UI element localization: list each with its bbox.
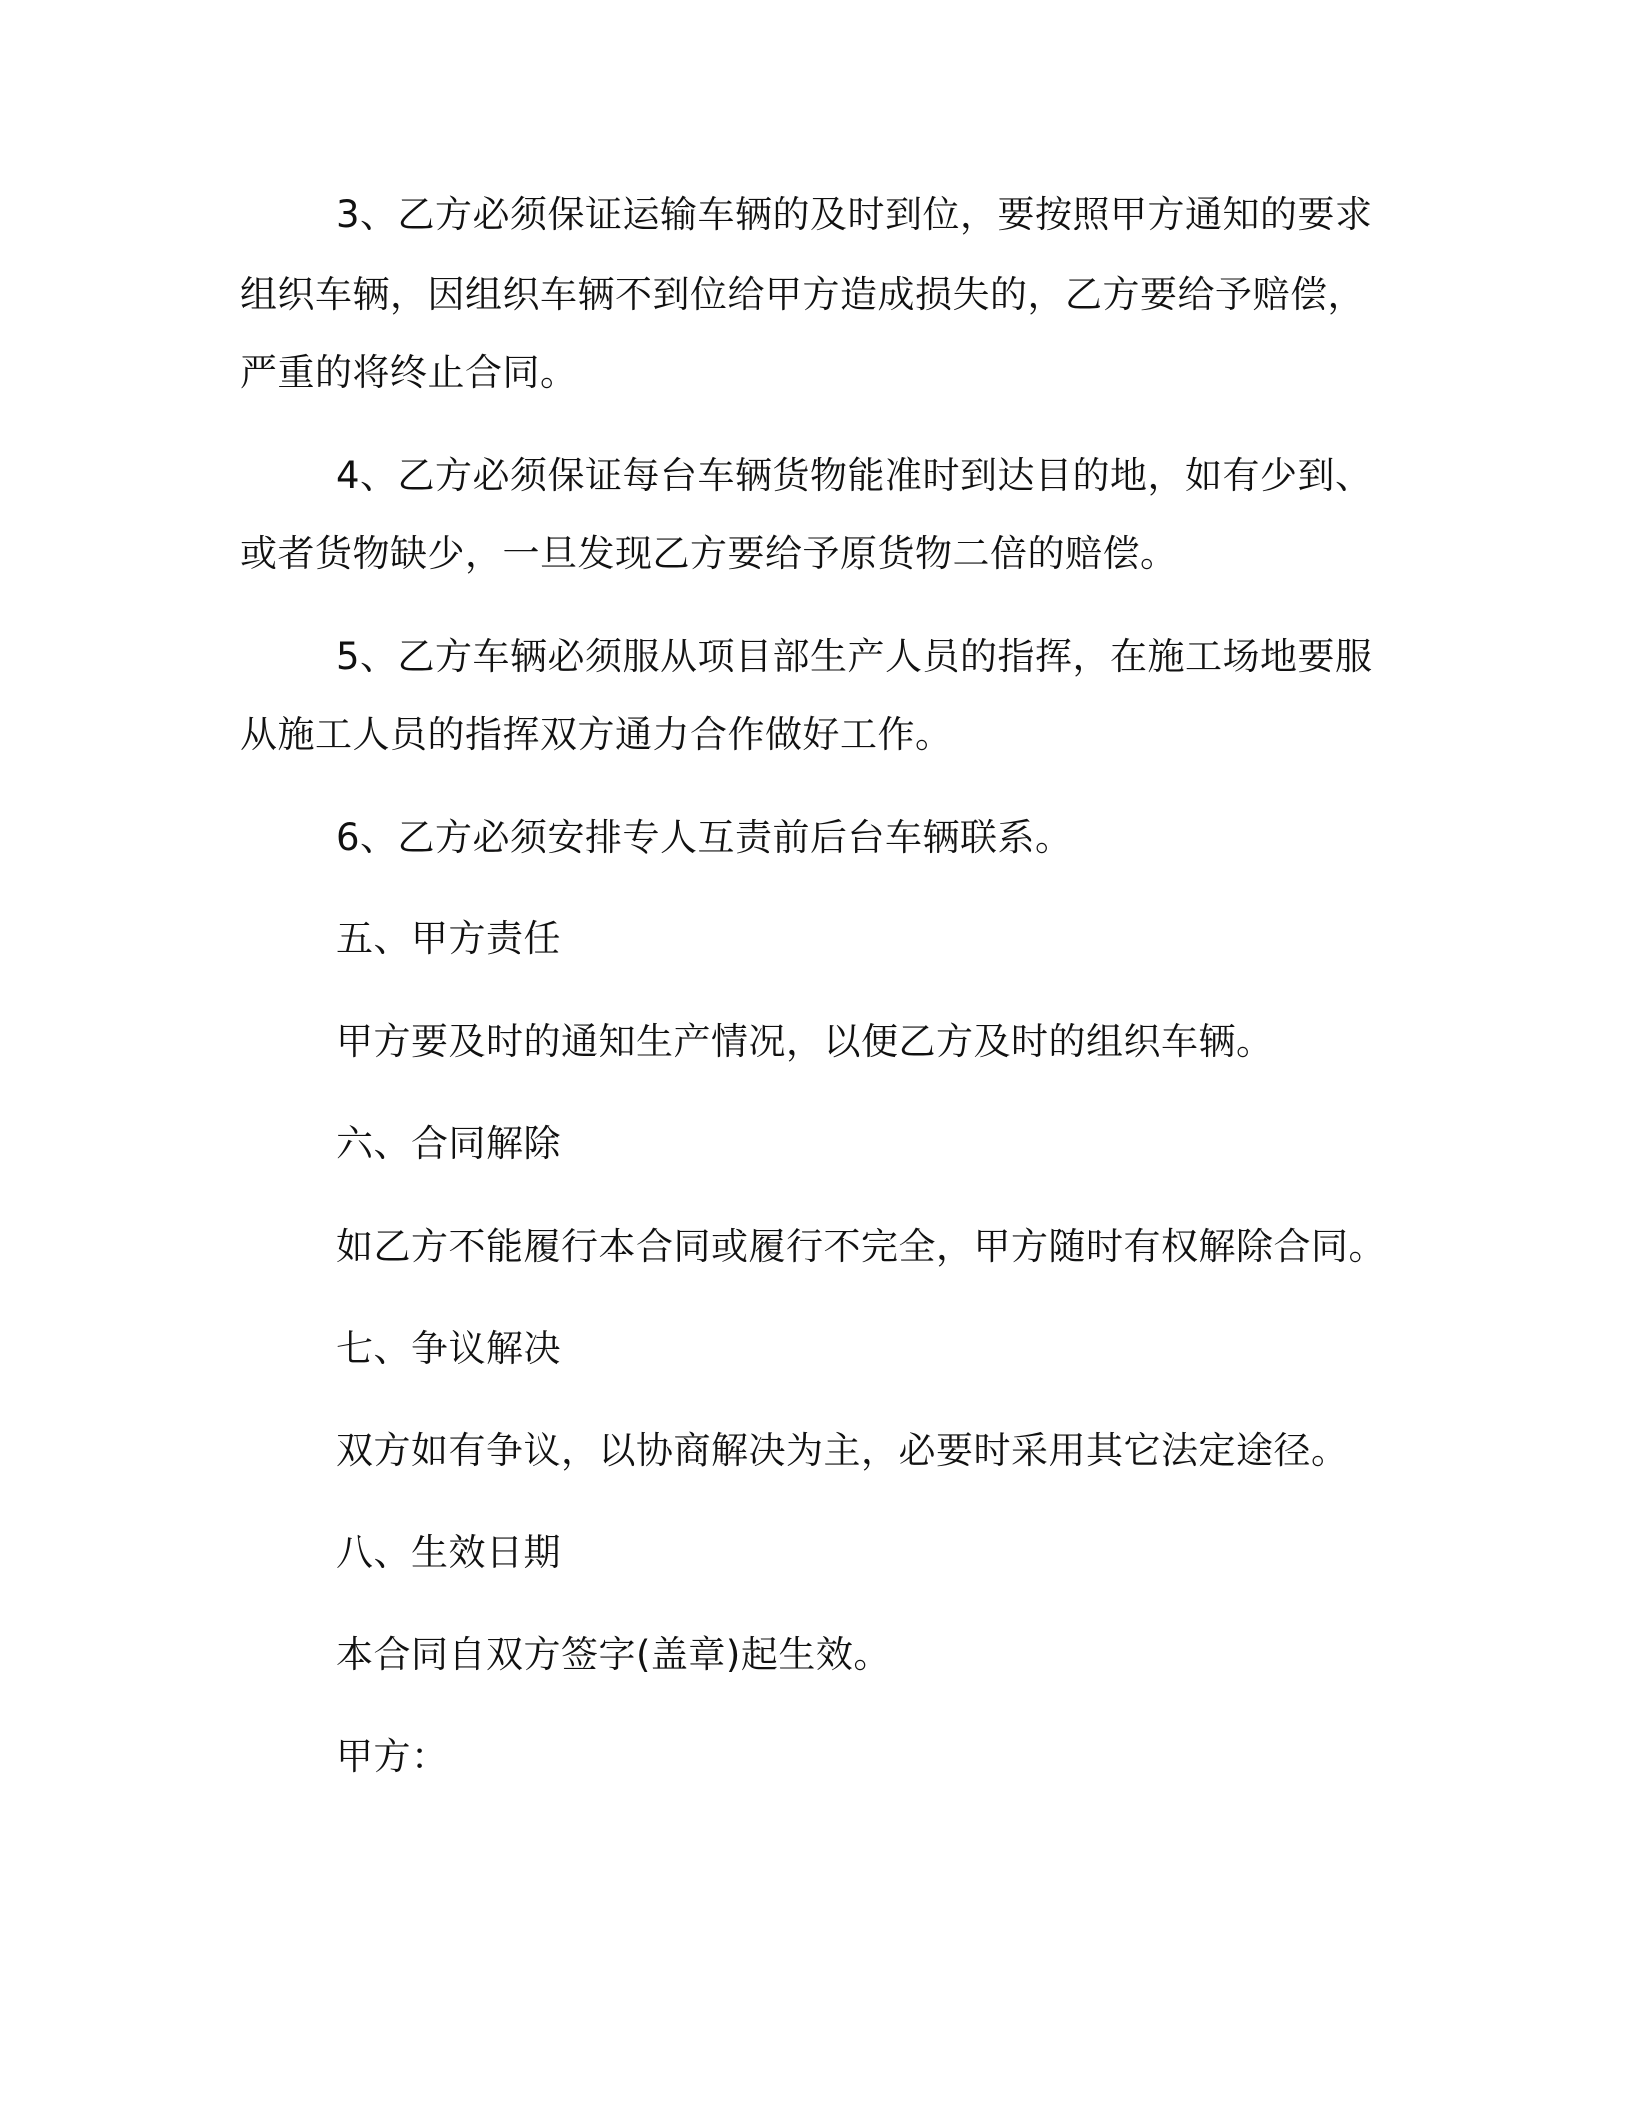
clause-4-line-1: 4、乙方必须保证每台车辆货物能准时到达目的地，如有少到、 bbox=[336, 454, 1373, 497]
section-8-body: 本合同自双方签字(盖章)起生效。 bbox=[336, 1633, 891, 1676]
clause-3-line-3: 严重的将终止合同。 bbox=[240, 351, 578, 394]
section-7-body: 双方如有争议，以协商解决为主，必要时采用其它法定途径。 bbox=[336, 1429, 1349, 1472]
section-7-heading: 七、争议解决 bbox=[336, 1327, 561, 1370]
clause-5-line-1: 5、乙方车辆必须服从项目部生产人员的指挥，在施工场地要服 bbox=[336, 635, 1373, 678]
section-6-body: 如乙方不能履行本合同或履行不完全，甲方随时有权解除合同。 bbox=[336, 1225, 1386, 1268]
section-6-heading: 六、合同解除 bbox=[336, 1122, 561, 1165]
party-a-label: 甲方： bbox=[336, 1735, 449, 1778]
clause-5-line-2: 从施工人员的指挥双方通力合作做好工作。 bbox=[240, 713, 953, 756]
clause-3-line-2: 组织车辆，因组织车辆不到位给甲方造成损失的，乙方要给予赔偿， bbox=[240, 273, 1365, 316]
section-5-body: 甲方要及时的通知生产情况，以便乙方及时的组织车辆。 bbox=[336, 1020, 1274, 1063]
clause-6: 6、乙方必须安排专人互责前后台车辆联系。 bbox=[336, 816, 1073, 859]
section-5-heading: 五、甲方责任 bbox=[336, 917, 561, 960]
clause-3-line-1: 3、乙方必须保证运输车辆的及时到位，要按照甲方通知的要求 bbox=[336, 193, 1373, 236]
section-8-heading: 八、生效日期 bbox=[336, 1531, 561, 1574]
clause-4-line-2: 或者货物缺少，一旦发现乙方要给予原货物二倍的赔偿。 bbox=[240, 532, 1178, 575]
